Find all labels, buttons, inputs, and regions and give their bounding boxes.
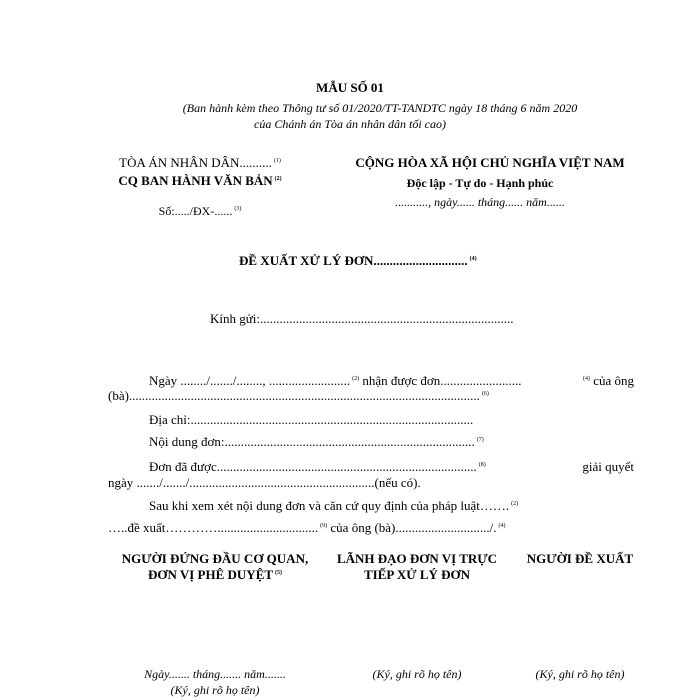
approver-sign-note: (Ký, ghi rõ họ tên) — [170, 683, 260, 697]
issued-line-1: (Ban hành kèm theo Thông tư số 01/2020/TT-TANDTC ngày 18 tháng 6 năm 2020 — [182, 101, 578, 115]
place-date: ..........., ngày...... tháng...... năm...... — [395, 195, 565, 209]
form-title: MẪU SỐ 01 — [316, 80, 384, 95]
signature-approver-title: NGƯỜI ĐỨNG ĐẦU CƠ QUAN, ĐƠN VỊ PHÊ DUYỆT $^{(5)}$ — [121, 551, 309, 582]
issued-line-2: của Chánh án Tòa án nhân dân tối cao) — [254, 117, 446, 131]
review-line: Sau khi xem xét nội dung đơn và căn cứ quy định của pháp luật……. $^{(2)}$ — [149, 498, 519, 513]
resolved-line: Đơn đã được................................................................................ $^{(8)}$ giải quyết — [149, 459, 634, 474]
signature-proposer-title: NGƯỜI ĐỀ XUẤT — [526, 551, 634, 566]
leader-sign-note: (Ký, ghi rõ họ tên) — [372, 667, 462, 681]
approval-date: Ngày....... tháng....... năm....... — [144, 667, 286, 681]
address-line: Địa chỉ:....................................................................................... — [149, 412, 474, 427]
issuing-agency: CQ BAN HÀNH VĂN BẢN $^{(2)}$ — [118, 173, 282, 188]
proposer-sign-note: (Ký, ghi rõ họ tên) — [535, 667, 625, 681]
nation-name: CỘNG HÒA XÃ HỘI CHỦ NGHĨA VIỆT NAM — [355, 155, 625, 170]
national-motto: Độc lập - Tự do - Hạnh phúc — [406, 176, 554, 190]
applicant-name-line: (bà)............................................................................................................ $^{(6)}$ — [108, 388, 489, 403]
received-date-line: Ngày ......../......./........, ......................... $^{(2)}$ nhận được đơn......................... $^{(4)}$ của ông — [149, 373, 634, 388]
recipient-line: Kính gửi:.............................................................................. — [210, 311, 514, 326]
court-name: TÒA ÁN NHÂN DÂN.......... $^{(1)}$ — [119, 155, 281, 170]
content-line: Nội dung đơn:............................................................................. $^{(7)}$ — [149, 434, 484, 449]
document-title: ĐỀ XUẤT XỬ LÝ ĐƠN............................. $^{(4)}$ — [239, 253, 477, 268]
signature-leader-title: LÃNH ĐẠO ĐƠN VỊ TRỰC TIẾP XỬ LÝ ĐƠN — [336, 551, 498, 582]
document-number: Số:...../ĐX-...... $^{(3)}$ — [158, 204, 242, 218]
proposal-line: …..đề xuất…………............................... $^{(9)}$ của ông (bà)............................./. $^{(4)}$ — [108, 520, 506, 535]
resolved-date-line: ngày ......./......./.........................................................(nếu có). — [108, 475, 421, 490]
